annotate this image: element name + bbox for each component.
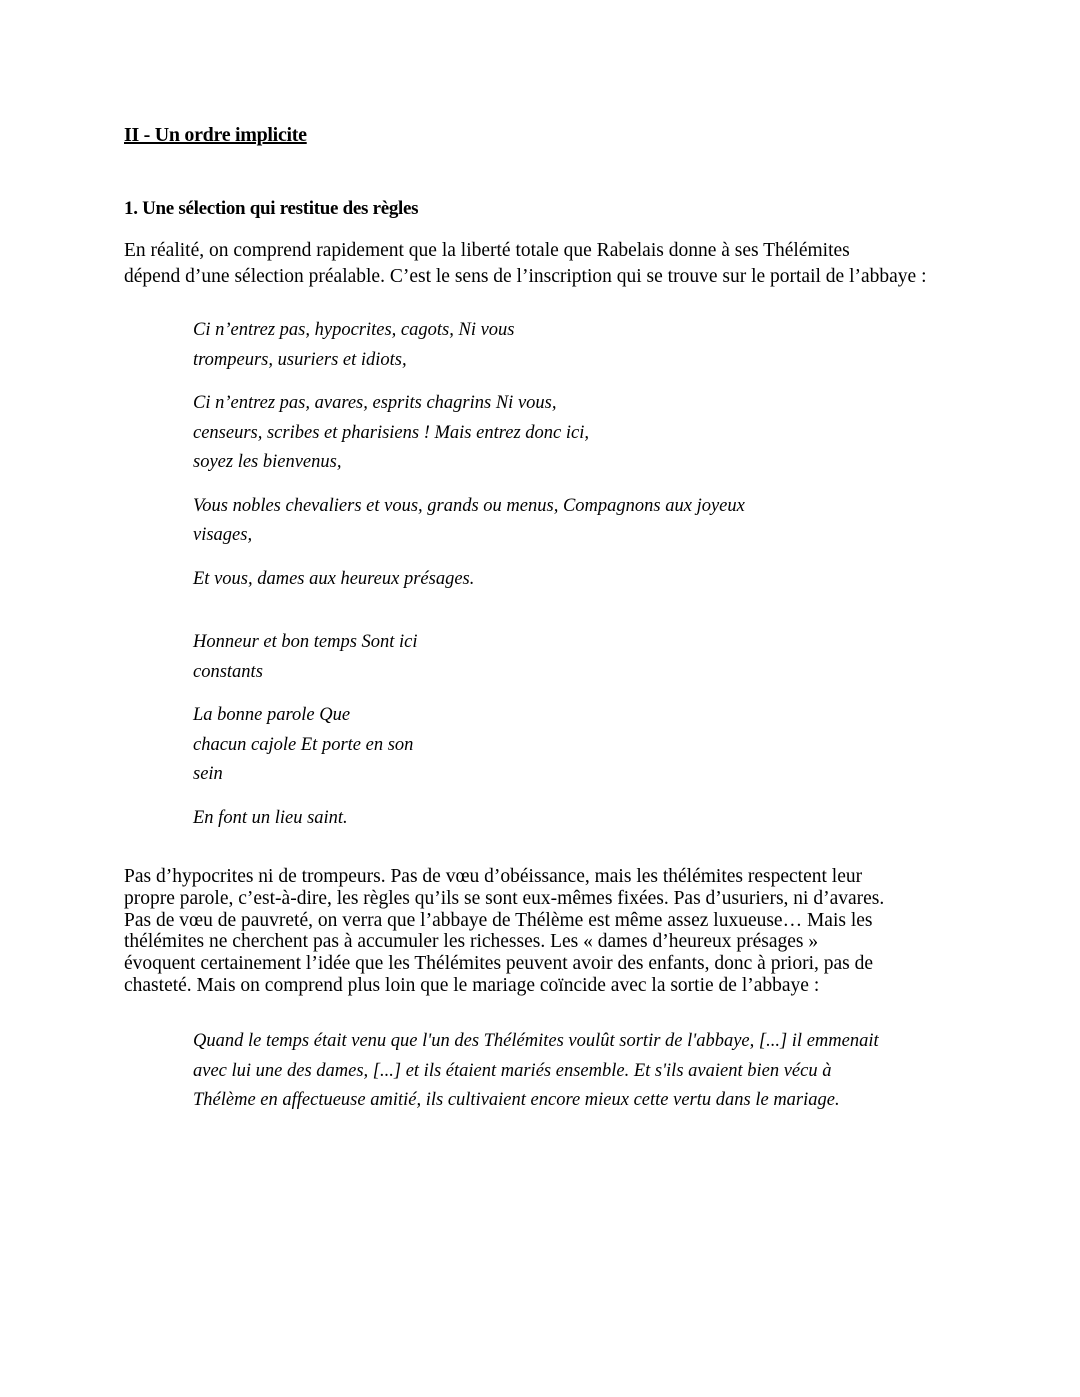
section-title: II - Un ordre implicite — [124, 124, 307, 146]
poem-stanza — [193, 492, 833, 551]
poem-stanza — [193, 701, 833, 790]
quote-line: Thélème en affectueuse amitié, ils cultivaient encore mieux cette vertu dans le mariage. — [193, 1090, 840, 1110]
poem-line: sein — [193, 764, 223, 784]
poem-line: Vous nobles chevaliers et vous, grands ou menus, Compagnons aux joyeux — [193, 495, 745, 516]
poem-line: chacun cajole Et porte en son — [193, 734, 414, 755]
intro-line: En réalité, on comprend rapidement que la liberté totale que Rabelais donne à ses Thélémites — [124, 240, 850, 261]
quote-line: avec lui une des dames, [...] et ils étaient mariés ensemble. Et s'ils avaient bien vécu à — [193, 1060, 832, 1081]
poem-line: En font un lieu saint. — [193, 807, 348, 828]
paragraph-line: Pas d’hypocrites ni de trompeurs. Pas de vœu d’obéissance, mais les thélémites respectent leur — [124, 866, 863, 887]
poem-stanza — [193, 389, 833, 478]
block-quote — [193, 1027, 913, 1116]
paragraph-line: évoquent certainement l’idée que les Thélémites peuvent avoir des enfants, donc à priori, pas de — [124, 953, 874, 975]
poem-line: Ci n’entrez pas, avares, esprits chagrins Ni vous, — [193, 393, 557, 413]
poem-line: soyez les bienvenus, — [193, 452, 342, 472]
poem-stanza — [193, 316, 833, 375]
poem-line: visages, — [193, 525, 253, 545]
analysis-paragraph — [124, 866, 912, 997]
poem-line: La bonne parole Que — [193, 705, 351, 725]
poem-line: constants — [193, 661, 263, 682]
poem-line: trompeurs, usuriers et idiots, — [193, 349, 407, 370]
inscription-poem — [193, 316, 833, 833]
paragraph-line: thélémites ne cherchent pas à accumuler les richesses. Les « dames d’heureux présages » — [124, 931, 819, 953]
poem-line: Ci n’entrez pas, hypocrites, cagots, Ni vous — [193, 320, 515, 340]
quote-line: Quand le temps était venu que l'un des Thélémites voulût sortir de l'abbaye, [...] il emmenait — [193, 1031, 879, 1051]
poem-line: Et vous, dames aux heureux présages. — [193, 568, 475, 589]
paragraph-line: chasteté. Mais on comprend plus loin que le mariage coïncide avec la sortie de l’abbaye : — [124, 974, 820, 996]
paragraph-line: Pas de vœu de pauvreté, on verra que l’abbaye de Thélème est même assez luxueuse… Mais les — [124, 909, 873, 931]
paragraph-line: propre parole, c’est-à-dire, les règles qu’ils se sont eux-mêmes fixées. Pas d’usuriers, ni d’avares. — [124, 887, 885, 909]
subsection-title: 1. Une sélection qui restitue des règles — [124, 198, 419, 219]
poem-stanza — [193, 804, 833, 834]
poem-line: censeurs, scribes et pharisiens ! Mais entrez donc ici, — [193, 422, 589, 443]
intro-paragraph — [124, 238, 984, 290]
intro-line: dépend d’une sélection préalable. C’est le sens de l’inscription qui se trouve sur le portail de l’abbaye : — [124, 266, 927, 287]
poem-stanza — [193, 565, 833, 595]
poem-line: Honneur et bon temps Sont ici — [193, 632, 418, 652]
poem-stanza — [193, 628, 833, 687]
